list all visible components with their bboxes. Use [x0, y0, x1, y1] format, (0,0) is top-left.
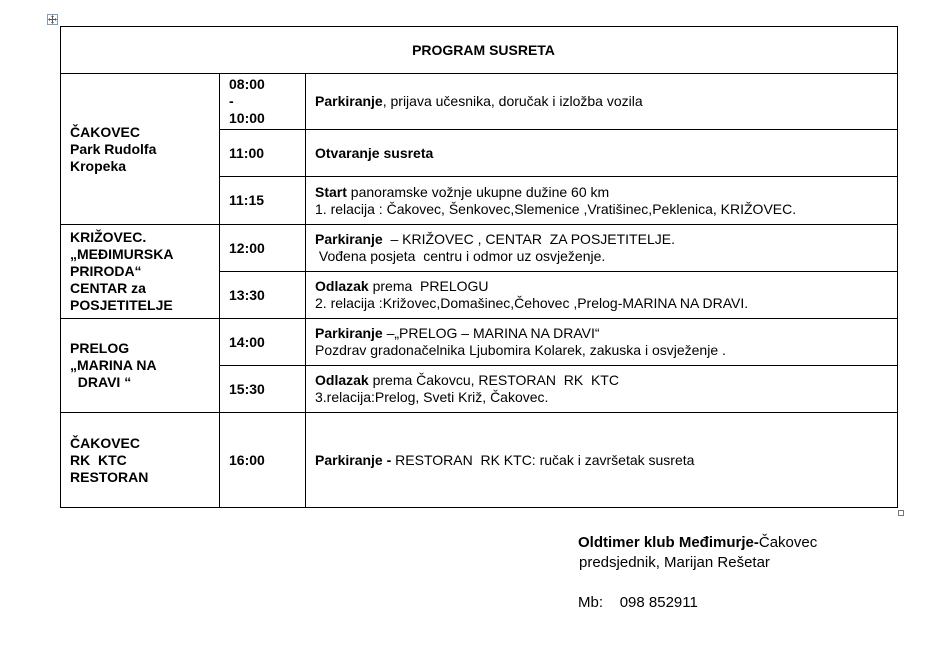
activity-cell: Parkiranje, prijava učesnika, doručak i izložba vozila — [306, 74, 898, 130]
organization-name: Oldtimer klub Međimurje-Čakovec — [578, 534, 818, 551]
location-restoran: ČAKOVEC RK KTC RESTORAN — [61, 413, 220, 508]
activity-cell: Parkiranje - RESTORAN RK KTC: ručak i završetak susreta — [306, 413, 898, 508]
activity-cell: Parkiranje – KRIŽOVEC , CENTAR ZA POSJETITELJE. Vođena posjeta centru i odmor uz osvježenje. — [306, 225, 898, 272]
time-cell: 15:30 — [220, 366, 306, 413]
location-prelog: PRELOG „MARINA NA DRAVI “ — [61, 319, 220, 413]
activity-cell: Odlazak prema PRELOGU 2. relacija :Križovec,Domašinec,Čehovec ,Prelog-MARINA NA DRAVI. — [306, 272, 898, 319]
table-row — [61, 319, 898, 366]
time-cell: 14:00 — [220, 319, 306, 366]
table-resize-handle[interactable] — [898, 510, 904, 516]
activity-cell: Start panoramske vožnje ukupne dužine 60 km 1. relacija : Čakovec, Šenkovec,Slemenice ,Vratišinec,Peklenica, KRIŽOVEC. — [306, 177, 898, 225]
time-cell: 11:15 — [220, 177, 306, 225]
table-row — [61, 74, 898, 130]
time-cell: 11:00 — [220, 130, 306, 177]
table-title: PROGRAM SUSRETA — [61, 27, 898, 74]
president-name: predsjednik, Marijan Rešetar — [579, 554, 770, 571]
time-cell: 08:00 - 10:00 — [220, 74, 306, 130]
table-move-handle[interactable] — [47, 14, 58, 25]
location-krizovec: KRIŽOVEC. „MEĐIMURSKA PRIRODA“ CENTAR za POSJETITELJE — [61, 225, 220, 319]
move-arrows-icon — [48, 15, 57, 24]
time-cell: 13:30 — [220, 272, 306, 319]
table-row — [61, 413, 898, 508]
program-table — [60, 26, 898, 508]
activity-cell: Otvaranje susreta — [306, 130, 898, 177]
signature-block — [578, 533, 817, 613]
title-row — [61, 27, 898, 74]
table-row — [61, 225, 898, 272]
time-cell: 12:00 — [220, 225, 306, 272]
phone-number: Mb: 098 852911 — [578, 594, 698, 611]
activity-cell: Parkiranje –„PRELOG – MARINA NA DRAVI“ Pozdrav gradonačelnika Ljubomira Kolarek, zakuska i osvježenje . — [306, 319, 898, 366]
activity-cell: Odlazak prema Čakovcu, RESTORAN RK KTC 3.relacija:Prelog, Sveti Križ, Čakovec. — [306, 366, 898, 413]
time-cell: 16:00 — [220, 413, 306, 508]
location-cakovec-park: ČAKOVEC Park Rudolfa Kropeka — [61, 74, 220, 225]
